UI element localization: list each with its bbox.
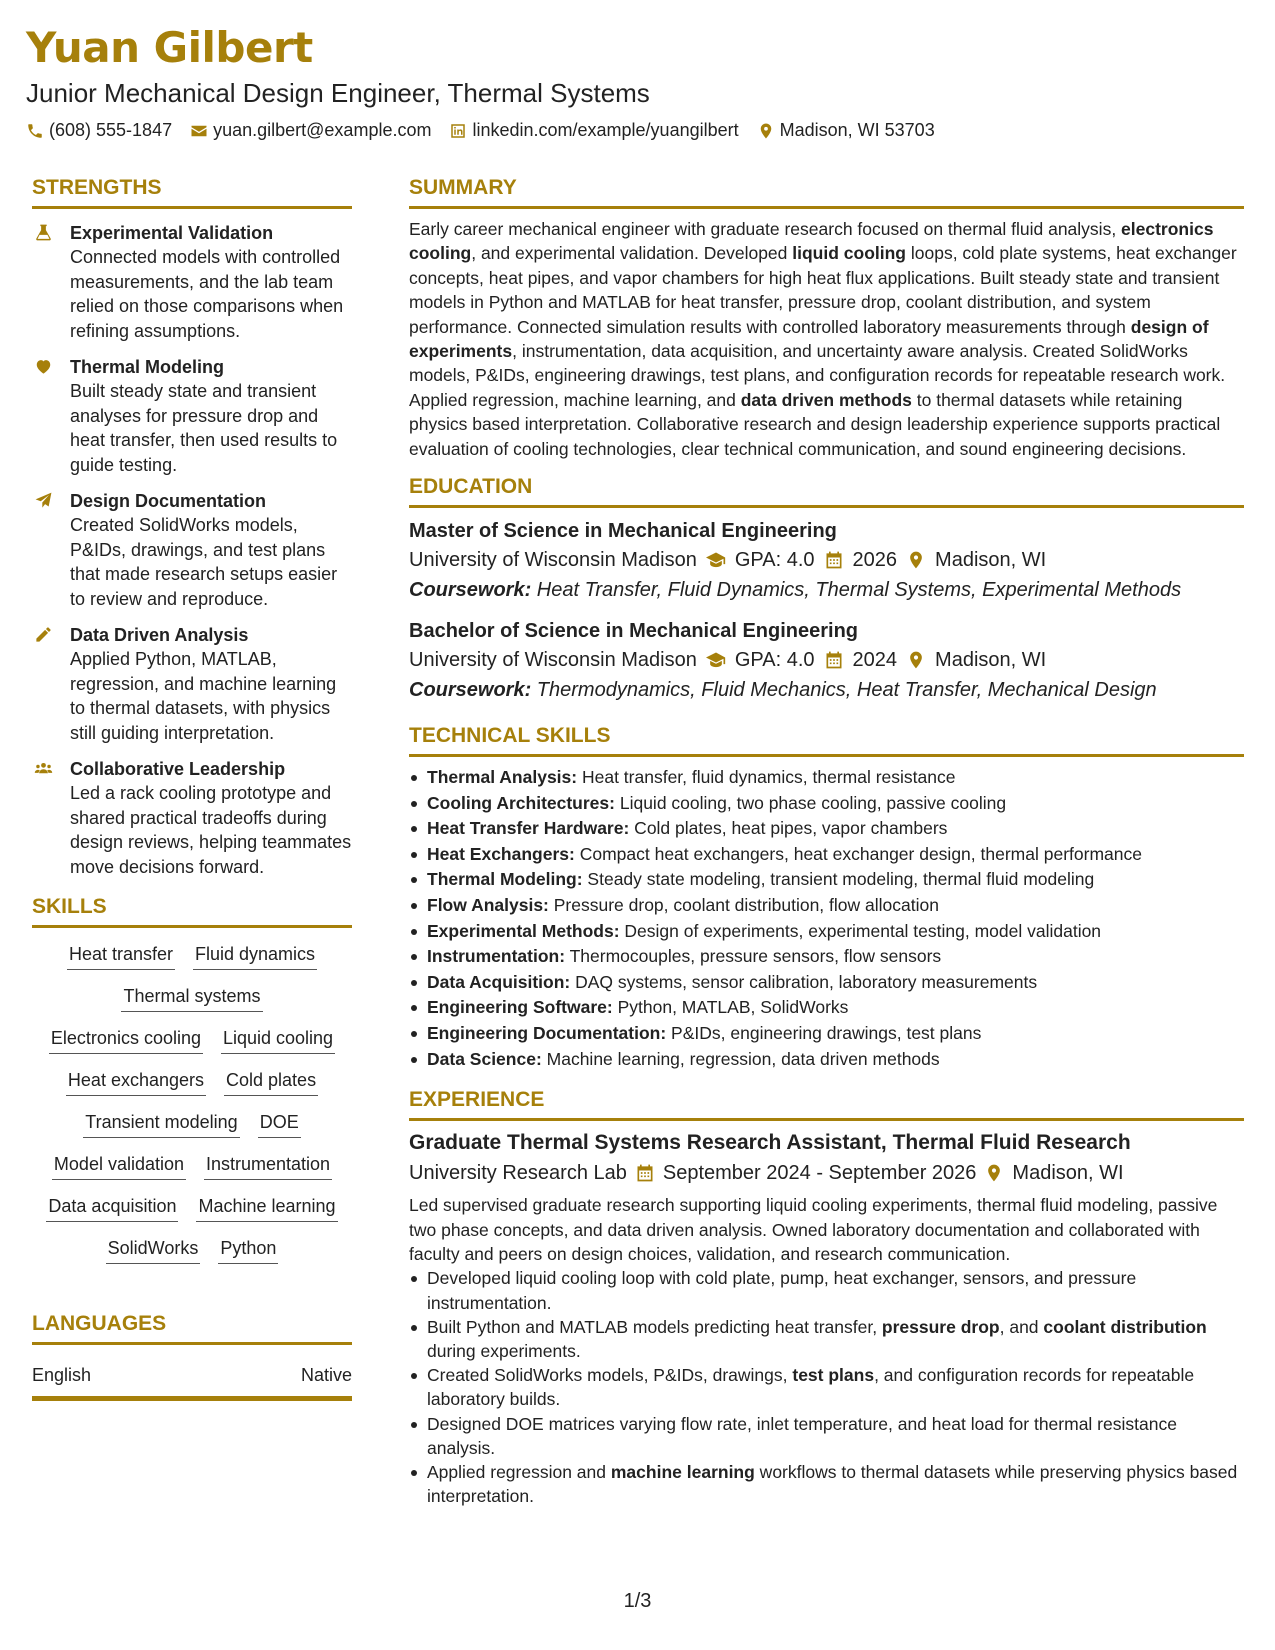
location-pin-icon xyxy=(757,122,775,140)
bullet-highlight: machine learning xyxy=(610,1462,755,1483)
skill-chip: DOE xyxy=(258,1110,301,1138)
technical-skill-label: Engineering Software: xyxy=(427,997,613,1018)
paper-plane-icon xyxy=(32,489,54,611)
linkedin-text: linkedin.com/example/yuangilbert xyxy=(472,120,739,140)
phone-icon xyxy=(26,122,44,140)
job-bullet xyxy=(409,1315,1244,1363)
school-name: University of Wisconsin Madison xyxy=(409,549,697,572)
strength-title: Data Driven Analysis xyxy=(70,625,249,645)
education-entry xyxy=(409,618,1244,704)
right-column xyxy=(409,174,1244,1508)
experience-heading: EXPERIENCE xyxy=(409,1086,1244,1121)
contact-linkedin[interactable] xyxy=(449,120,738,141)
location-pin-icon xyxy=(905,550,927,570)
technical-skill-item xyxy=(409,970,1244,996)
technical-skill-item xyxy=(409,842,1244,868)
heart-icon xyxy=(32,355,54,477)
skill-row xyxy=(32,1194,352,1222)
location-pin-icon xyxy=(905,650,927,670)
phone-text: (608) 555-1847 xyxy=(49,120,173,140)
summary-highlight: electronics cooling xyxy=(409,219,1214,264)
skill-chip: Model validation xyxy=(52,1152,186,1180)
skill-chip: Thermal systems xyxy=(121,984,262,1012)
skill-chip: Electronics cooling xyxy=(49,1026,203,1054)
technical-skill-item xyxy=(409,765,1244,791)
job-description: Led supervised graduate research supporting liquid cooling experiments, thermal fluid modeling, passive two phase concepts, and data driven analysis. Owned laboratory documentation and collaborated with faculty and peers on design choices, validation, and research communication. xyxy=(409,1195,1218,1264)
strength-item xyxy=(32,355,352,477)
pencil-icon xyxy=(32,623,54,745)
contact-location xyxy=(757,120,935,141)
strength-desc: Connected models with controlled measurements, and the lab team relied on those comparisons when refining assumptions. xyxy=(70,247,344,341)
skill-chip: Data acquisition xyxy=(46,1194,178,1222)
job-bullet xyxy=(409,1412,1244,1460)
technical-skills-list xyxy=(409,765,1244,1072)
coursework xyxy=(409,576,1244,604)
bullet-segment: Developed liquid cooling loop with cold plate, pump, heat exchanger, sensors, and pressure instrumentation. xyxy=(427,1268,1137,1313)
languages-heading: LANGUAGES xyxy=(32,1310,352,1345)
strength-item xyxy=(32,221,352,343)
technical-skill-text: Thermocouples, pressure sensors, flow sensors xyxy=(565,946,942,967)
bullet-segment: Applied regression and xyxy=(427,1462,611,1483)
location-text: Madison, WI 53703 xyxy=(779,120,935,140)
technical-skill-text: Compact heat exchangers, heat exchanger design, thermal performance xyxy=(574,843,1142,864)
technical-skill-text: Machine learning, regression, data driven methods xyxy=(541,1048,940,1069)
bullet-segment: Created SolidWorks models, P&IDs, drawings, xyxy=(427,1365,793,1386)
page-number: 1/3 xyxy=(623,1590,652,1612)
technical-skill-item xyxy=(409,1021,1244,1047)
summary-highlight: data driven methods xyxy=(740,389,912,410)
technical-skill-text: Cold plates, heat pipes, vapor chambers xyxy=(629,818,948,839)
bullet-segment: , and configuration records for repeatable laboratory builds. xyxy=(427,1365,1195,1410)
contact-bar xyxy=(26,120,1246,141)
technical-skill-text: P&IDs, engineering drawings, test plans xyxy=(666,1023,982,1043)
bullet-highlight: coolant distribution xyxy=(1043,1316,1207,1337)
resume-header xyxy=(26,22,1246,141)
job-bullets xyxy=(409,1266,1244,1508)
technical-skill-text: Design of experiments, experimental testing, model validation xyxy=(619,920,1102,941)
skill-row xyxy=(32,1110,352,1138)
technical-skill-label: Engineering Documentation: xyxy=(427,1023,667,1043)
users-icon xyxy=(32,757,54,879)
job-location: Madison, WI xyxy=(1012,1162,1124,1185)
strength-title: Experimental Validation xyxy=(70,223,274,243)
strength-desc: Led a rack cooling prototype and shared practical tradeoffs during design reviews, helping teammates move decisions forward. xyxy=(70,783,352,877)
degree-name: Master of Science in Mechanical Engineering xyxy=(409,520,837,543)
job-bullet xyxy=(409,1266,1244,1314)
technical-skill-item xyxy=(409,791,1244,817)
job-bullet xyxy=(409,1460,1244,1508)
skill-row xyxy=(32,942,352,970)
coursework-label: Coursework: xyxy=(409,579,532,602)
bullet-segment: workflows to thermal datasets while preserving physics based interpretation. xyxy=(427,1462,1238,1507)
strength-desc: Built steady state and transient analyses for pressure drop and heat transfer, then used results to guide testing. xyxy=(70,381,338,475)
strengths-heading: STRENGTHS xyxy=(32,174,352,209)
contact-email[interactable] xyxy=(190,120,431,141)
skill-chip: Machine learning xyxy=(196,1194,337,1222)
summary-segment: , instrumentation, data acquisition, and uncertainty aware analysis. Created SolidWorks models, P&IDs, engineering drawings, test plans, and configuration records for repeatable research work. Applied regression, machine learning, and xyxy=(409,341,1226,410)
technical-skill-label: Experimental Methods: xyxy=(427,920,620,941)
technical-skill-label: Heat Exchangers: xyxy=(427,843,575,864)
location-pin-icon xyxy=(984,1163,1004,1183)
flask-icon xyxy=(32,221,54,343)
coursework-label: Coursework: xyxy=(409,679,532,702)
summary-segment: , and experimental validation. Developed xyxy=(471,243,793,264)
technical-skill-label: Data Science: xyxy=(427,1048,542,1069)
school-name: University of Wisconsin Madison xyxy=(409,649,697,672)
job-dates: September 2024 - September 2026 xyxy=(662,1162,977,1185)
summary-heading: SUMMARY xyxy=(409,174,1244,209)
skill-row xyxy=(32,1236,352,1264)
summary-highlight: design of experiments xyxy=(409,316,1209,362)
technical-skill-text: Steady state modeling, transient modeling, thermal fluid modeling xyxy=(582,869,1095,890)
skill-chip: SolidWorks xyxy=(106,1236,201,1264)
language-row xyxy=(32,1365,352,1401)
skill-chip: Fluid dynamics xyxy=(193,942,317,970)
technical-skill-text: Heat transfer, fluid dynamics, thermal resistance xyxy=(577,767,956,788)
technical-skills-heading: TECHNICAL SKILLS xyxy=(409,722,1244,757)
skill-row xyxy=(32,1068,352,1096)
graduation-year: 2024 xyxy=(852,649,898,672)
calendar-icon xyxy=(635,1163,655,1183)
language-name: English xyxy=(32,1365,92,1385)
skill-chip: Cold plates xyxy=(224,1068,318,1096)
coursework-list: Thermodynamics, Fluid Mechanics, Heat Transfer, Mechanical Design xyxy=(531,679,1157,702)
bullet-segment: Designed DOE matrices varying flow rate, inlet temperature, and heat load for thermal resistance analysis. xyxy=(427,1413,1177,1458)
technical-skill-item xyxy=(409,995,1244,1021)
degree-name: Bachelor of Science in Mechanical Engineering xyxy=(409,620,859,643)
strengths-list xyxy=(32,221,352,879)
skill-chip: Transient modeling xyxy=(83,1110,239,1138)
technical-skill-item xyxy=(409,893,1244,919)
skills-list xyxy=(32,942,352,1264)
job-title: Graduate Thermal Systems Research Assistant, Thermal Fluid Research xyxy=(409,1131,1131,1155)
technical-skill-text: Pressure drop, coolant distribution, flow allocation xyxy=(548,895,939,916)
contact-phone[interactable] xyxy=(26,120,172,141)
envelope-icon xyxy=(190,122,208,140)
degree-meta xyxy=(409,646,1244,674)
technical-skill-label: Thermal Analysis: xyxy=(427,767,578,788)
skill-row xyxy=(32,1152,352,1180)
language-level: Native xyxy=(300,1365,352,1385)
summary-segment: to thermal datasets while retaining physics based interpretation. Collaborative research and design leadership experience supports practical evaluation of cooling technologies, clear technical communication, and sound engineering decisions. xyxy=(409,389,1221,459)
bullet-segment: during experiments. xyxy=(427,1341,581,1362)
technical-skill-label: Thermal Modeling: xyxy=(427,869,583,890)
employer: University Research Lab xyxy=(409,1162,627,1185)
skill-row xyxy=(32,984,352,1012)
school-location: Madison, WI xyxy=(935,649,1047,672)
technical-skill-item xyxy=(409,944,1244,970)
candidate-name: Yuan Gilbert xyxy=(26,23,313,72)
technical-skill-label: Flow Analysis: xyxy=(427,895,549,916)
skill-row xyxy=(32,1026,352,1054)
coursework xyxy=(409,676,1244,704)
calendar-icon xyxy=(823,550,845,570)
skill-chip: Heat exchangers xyxy=(66,1068,206,1096)
graduation-cap-icon xyxy=(705,650,727,670)
summary-highlight: liquid cooling xyxy=(792,243,906,264)
bullet-segment: , and xyxy=(999,1316,1044,1337)
coursework-list: Heat Transfer, Fluid Dynamics, Thermal Systems, Experimental Methods xyxy=(531,579,1182,602)
job-bullet xyxy=(409,1363,1244,1411)
bullet-highlight: test plans xyxy=(792,1365,875,1386)
bullet-segment: Built Python and MATLAB models predicting heat transfer, xyxy=(427,1316,882,1337)
school-location: Madison, WI xyxy=(935,549,1047,572)
strength-title: Design Documentation xyxy=(70,491,267,511)
technical-skill-label: Cooling Architectures: xyxy=(427,792,615,813)
gpa: GPA: 4.0 xyxy=(734,649,815,672)
skills-heading: SKILLS xyxy=(32,893,352,928)
job-meta xyxy=(409,1159,1244,1187)
skill-chip: Instrumentation xyxy=(204,1152,332,1180)
calendar-icon xyxy=(823,650,845,670)
strength-item xyxy=(32,623,352,745)
skill-chip: Python xyxy=(218,1236,278,1264)
graduation-cap-icon xyxy=(705,550,727,570)
graduation-year: 2026 xyxy=(852,549,898,572)
skill-chip: Heat transfer xyxy=(67,942,175,970)
technical-skill-text: Liquid cooling, two phase cooling, passive cooling xyxy=(614,792,1007,813)
email-text: yuan.gilbert@example.com xyxy=(213,120,432,140)
strength-desc: Created SolidWorks models, P&IDs, drawings, and test plans that made research setups easier to review and reproduce. xyxy=(70,515,338,609)
technical-skill-text: Python, MATLAB, SolidWorks xyxy=(612,997,849,1018)
candidate-headline: Junior Mechanical Design Engineer, Thermal Systems xyxy=(26,78,650,108)
technical-skill-item xyxy=(409,867,1244,893)
technical-skill-text: DAQ systems, sensor calibration, laboratory measurements xyxy=(570,971,1038,992)
strength-item xyxy=(32,489,352,611)
technical-skill-label: Data Acquisition: xyxy=(427,971,571,992)
technical-skill-label: Instrumentation: xyxy=(427,946,566,967)
strength-item xyxy=(32,757,352,879)
bullet-highlight: pressure drop xyxy=(881,1316,1000,1337)
education-heading: EDUCATION xyxy=(409,473,1244,508)
degree-meta xyxy=(409,546,1244,574)
strength-title: Thermal Modeling xyxy=(70,357,225,377)
strength-title: Collaborative Leadership xyxy=(70,759,286,779)
experience-entry xyxy=(409,1129,1244,1508)
summary-text xyxy=(409,217,1244,461)
technical-skill-item xyxy=(409,919,1244,945)
left-column xyxy=(32,174,352,1401)
strength-desc: Applied Python, MATLAB, regression, and machine learning to thermal datasets, with physics still guiding interpretation. xyxy=(70,649,337,743)
summary-segment: loops, cold plate systems, heat exchanger concepts, heat pipes, and vapor chambers for high heat flux applications. Built steady state and transient models in Python and MATLAB for heat transfer, pressure drop, coolant distribution, and system performance. Connected simulation results with controlled laboratory measurements through xyxy=(409,243,1237,337)
education-entry xyxy=(409,518,1244,604)
gpa: GPA: 4.0 xyxy=(734,549,815,572)
summary-segment: Early career mechanical engineer with graduate research focused on thermal fluid analysis, xyxy=(409,219,1122,239)
skill-chip: Liquid cooling xyxy=(221,1026,335,1054)
technical-skill-item xyxy=(409,816,1244,842)
technical-skill-label: Heat Transfer Hardware: xyxy=(427,818,630,839)
technical-skill-item xyxy=(409,1047,1244,1073)
linkedin-icon xyxy=(449,122,467,140)
